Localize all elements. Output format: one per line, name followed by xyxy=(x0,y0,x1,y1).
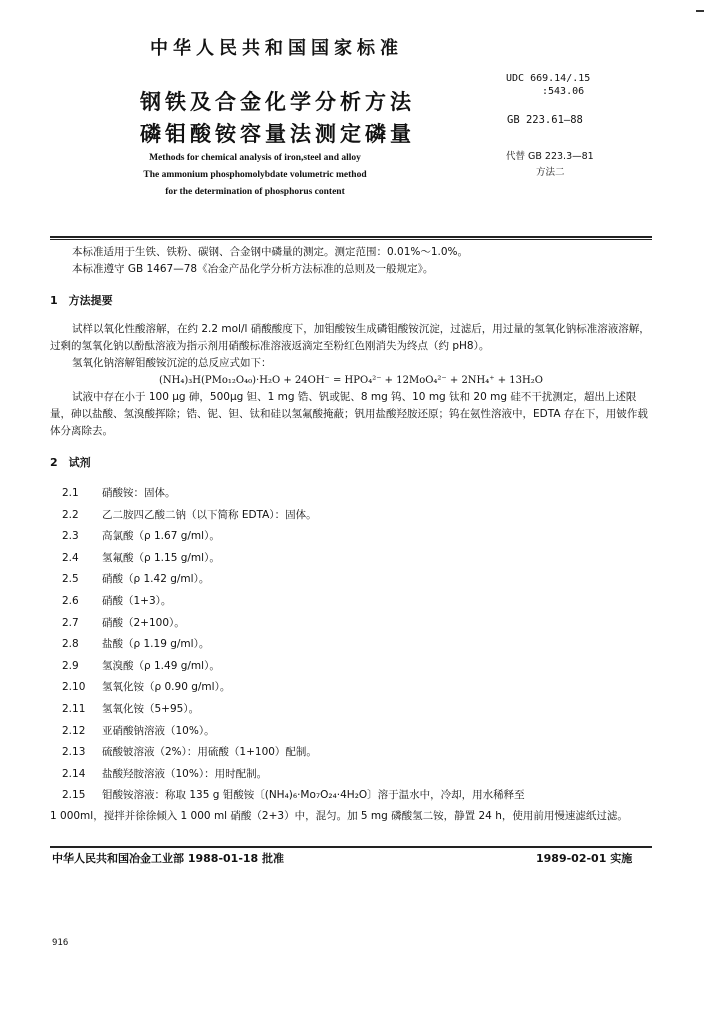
section-2-heading: 2 试剂 xyxy=(50,456,91,469)
title-cn-line-1: 钢铁及合金化学分析方法 xyxy=(140,90,415,114)
reagent-item xyxy=(50,785,652,807)
reagent-item xyxy=(50,483,652,505)
effective-date: 1989-02-01 实施 xyxy=(536,852,633,865)
replaces-line-1: 代替 GB 223.3—81 xyxy=(506,151,594,162)
item-text: 高氯酸（ρ 1.67 g/ml）。 xyxy=(102,530,220,543)
reagent-item xyxy=(50,526,652,548)
udc-line-2: :543.06 xyxy=(542,86,585,97)
reagent-item xyxy=(50,548,652,570)
item-text: 硝酸铵：固体。 xyxy=(102,487,176,499)
document-title-cn xyxy=(140,86,415,150)
reaction-equation: (NH₄)₃H(PMo₁₂O₄₀)·H₂O + 24OH⁻ = HPO₄²⁻ + 12MoO₄²⁻ + 2NH₄⁺ + 13H₂O xyxy=(159,375,543,386)
udc-code xyxy=(506,72,590,98)
reagent-item xyxy=(50,721,652,743)
item-text: 亚硝酸钠溶液（10%）。 xyxy=(102,724,215,737)
top-divider xyxy=(50,236,652,238)
item-number: 2.12 xyxy=(62,724,86,737)
item-text: 硝酸（1+3）。 xyxy=(102,594,172,607)
page-number: 916 xyxy=(52,938,69,948)
replaces-line-2: 方法二 xyxy=(536,167,565,178)
replaces-note xyxy=(506,149,594,181)
item-text: 氢氧化铵（5+95）。 xyxy=(102,702,200,715)
title-cn-line-2: 磷钼酸铵容量法测定磷量 xyxy=(140,122,415,146)
document-body xyxy=(50,240,652,826)
section-1-paragraph-3: 试液中存在小于 100 μg 砷，500μg 钽、1 mg 锆、钒或铌、8 mg 钨、10 mg 钛和 20 mg 硅不干扰测定，超出上述限量，砷以盐酸、氢溴酸挥除；锆、铌、钽、钛和硅以氢氟酸掩蔽；钒用盐酸羟胺还原；钨在氨性溶液中，EDTA 存在下，用铍作载体分离除去。 xyxy=(50,391,648,437)
reagent-item xyxy=(50,656,652,678)
item-number: 2.9 xyxy=(62,659,79,672)
reagent-item xyxy=(50,634,652,656)
reagent-item xyxy=(50,505,652,527)
intro-paragraph-2: 本标准遵守 GB 1467—78《冶金产品化学分析方法标准的总则及一般规定》。 xyxy=(72,263,434,275)
item-number: 2.6 xyxy=(62,594,79,607)
item-number: 2.1 xyxy=(62,487,79,499)
reagent-item xyxy=(50,764,652,786)
item-text: 氢氧化铵（ρ 0.90 g/ml）。 xyxy=(102,681,231,694)
bottom-divider xyxy=(50,846,652,848)
section-1-paragraph-1: 试样以氧化性酸溶解，在约 2.2 mol/l 硝酸酸度下，加钼酸铵生成磷钼酸铵沉淀，过滤后，用过量的氢氧化钠标准溶液溶解，过剩的氢氧化钠以酚酞溶液为指示剂用硝酸标准溶液返滴定至粉红色刚消失为终点（约 pH8）。 xyxy=(50,323,650,352)
item-number: 2.14 xyxy=(62,767,86,780)
udc-line-1: UDC 669.14/.15 xyxy=(506,73,591,84)
reagent-item xyxy=(50,677,652,699)
item-number: 2.7 xyxy=(62,616,79,629)
item-number: 2.4 xyxy=(62,551,79,564)
item-number: 2.13 xyxy=(62,746,86,759)
reagent-item-2-15-continuation: 1 000ml，搅拌并徐徐倾入 1 000 ml 硝酸（2+3）中，混匀。加 5 mg 磷酸氢二铵，静置 24 h，使用前用慢速滤纸过滤。 xyxy=(50,809,628,822)
title-en-line-1: Methods for chemical analysis of iron,steel and alloy xyxy=(149,153,361,163)
corner-mark xyxy=(696,10,704,12)
section-1-heading: 1 方法提要 xyxy=(50,294,113,307)
item-number: 2.3 xyxy=(62,530,79,543)
item-number: 2.11 xyxy=(62,702,86,715)
gb-number: GB 223.61—88 xyxy=(507,114,583,126)
reagent-item xyxy=(50,591,652,613)
item-text: 硝酸（ρ 1.42 g/ml）。 xyxy=(102,573,210,586)
approval-issuer: 中华人民共和国冶金工业部 1988-01-18 批准 xyxy=(52,852,285,865)
item-number: 2.2 xyxy=(62,508,79,521)
intro-paragraph-1: 本标准适用于生铁、铁粉、碳钢、合金钢中磷量的测定。测定范围：0.01%～1.0%。 xyxy=(72,246,469,258)
title-en-line-3: for the determination of phosphorus content xyxy=(165,187,345,197)
item-number: 2.5 xyxy=(62,573,79,586)
reagent-item xyxy=(50,569,652,591)
item-number: 2.10 xyxy=(62,681,86,694)
reagent-item xyxy=(50,613,652,635)
item-text: 盐酸羟胺溶液（10%）：用时配制。 xyxy=(102,767,268,780)
item-text: 硝酸（2+100）。 xyxy=(102,616,185,629)
reagent-item xyxy=(50,699,652,721)
title-en-line-2: The ammonium phosphomolybdate volumetric method xyxy=(143,170,367,180)
item-text: 氢氟酸（ρ 1.15 g/ml）。 xyxy=(102,551,220,564)
item-text: 钼酸铵溶液：称取 135 g 钼酸铵〔(NH₄)₆·Mo₇O₂₄·4H₂O〕溶于温水中，冷却，用水稀释至 xyxy=(102,789,525,802)
item-text: 硫酸铍溶液（2%）：用硫酸（1+100）配制。 xyxy=(102,746,317,759)
reagent-item xyxy=(50,742,652,764)
item-text: 乙二胺四乙酸二钠（以下简称 EDTA）：固体。 xyxy=(102,508,317,521)
reagent-list xyxy=(50,483,652,826)
section-1-paragraph-2: 氢氧化钠溶解钼酸铵沉淀的总反应式如下： xyxy=(72,357,272,369)
document-title-en xyxy=(40,150,470,201)
item-number: 2.15 xyxy=(62,789,86,802)
item-number: 2.8 xyxy=(62,638,79,651)
standard-body-header: 中华人民共和国国家标准 xyxy=(150,38,403,59)
item-text: 盐酸（ρ 1.19 g/ml）。 xyxy=(102,638,210,651)
item-text: 氢溴酸（ρ 1.49 g/ml）。 xyxy=(102,659,220,672)
